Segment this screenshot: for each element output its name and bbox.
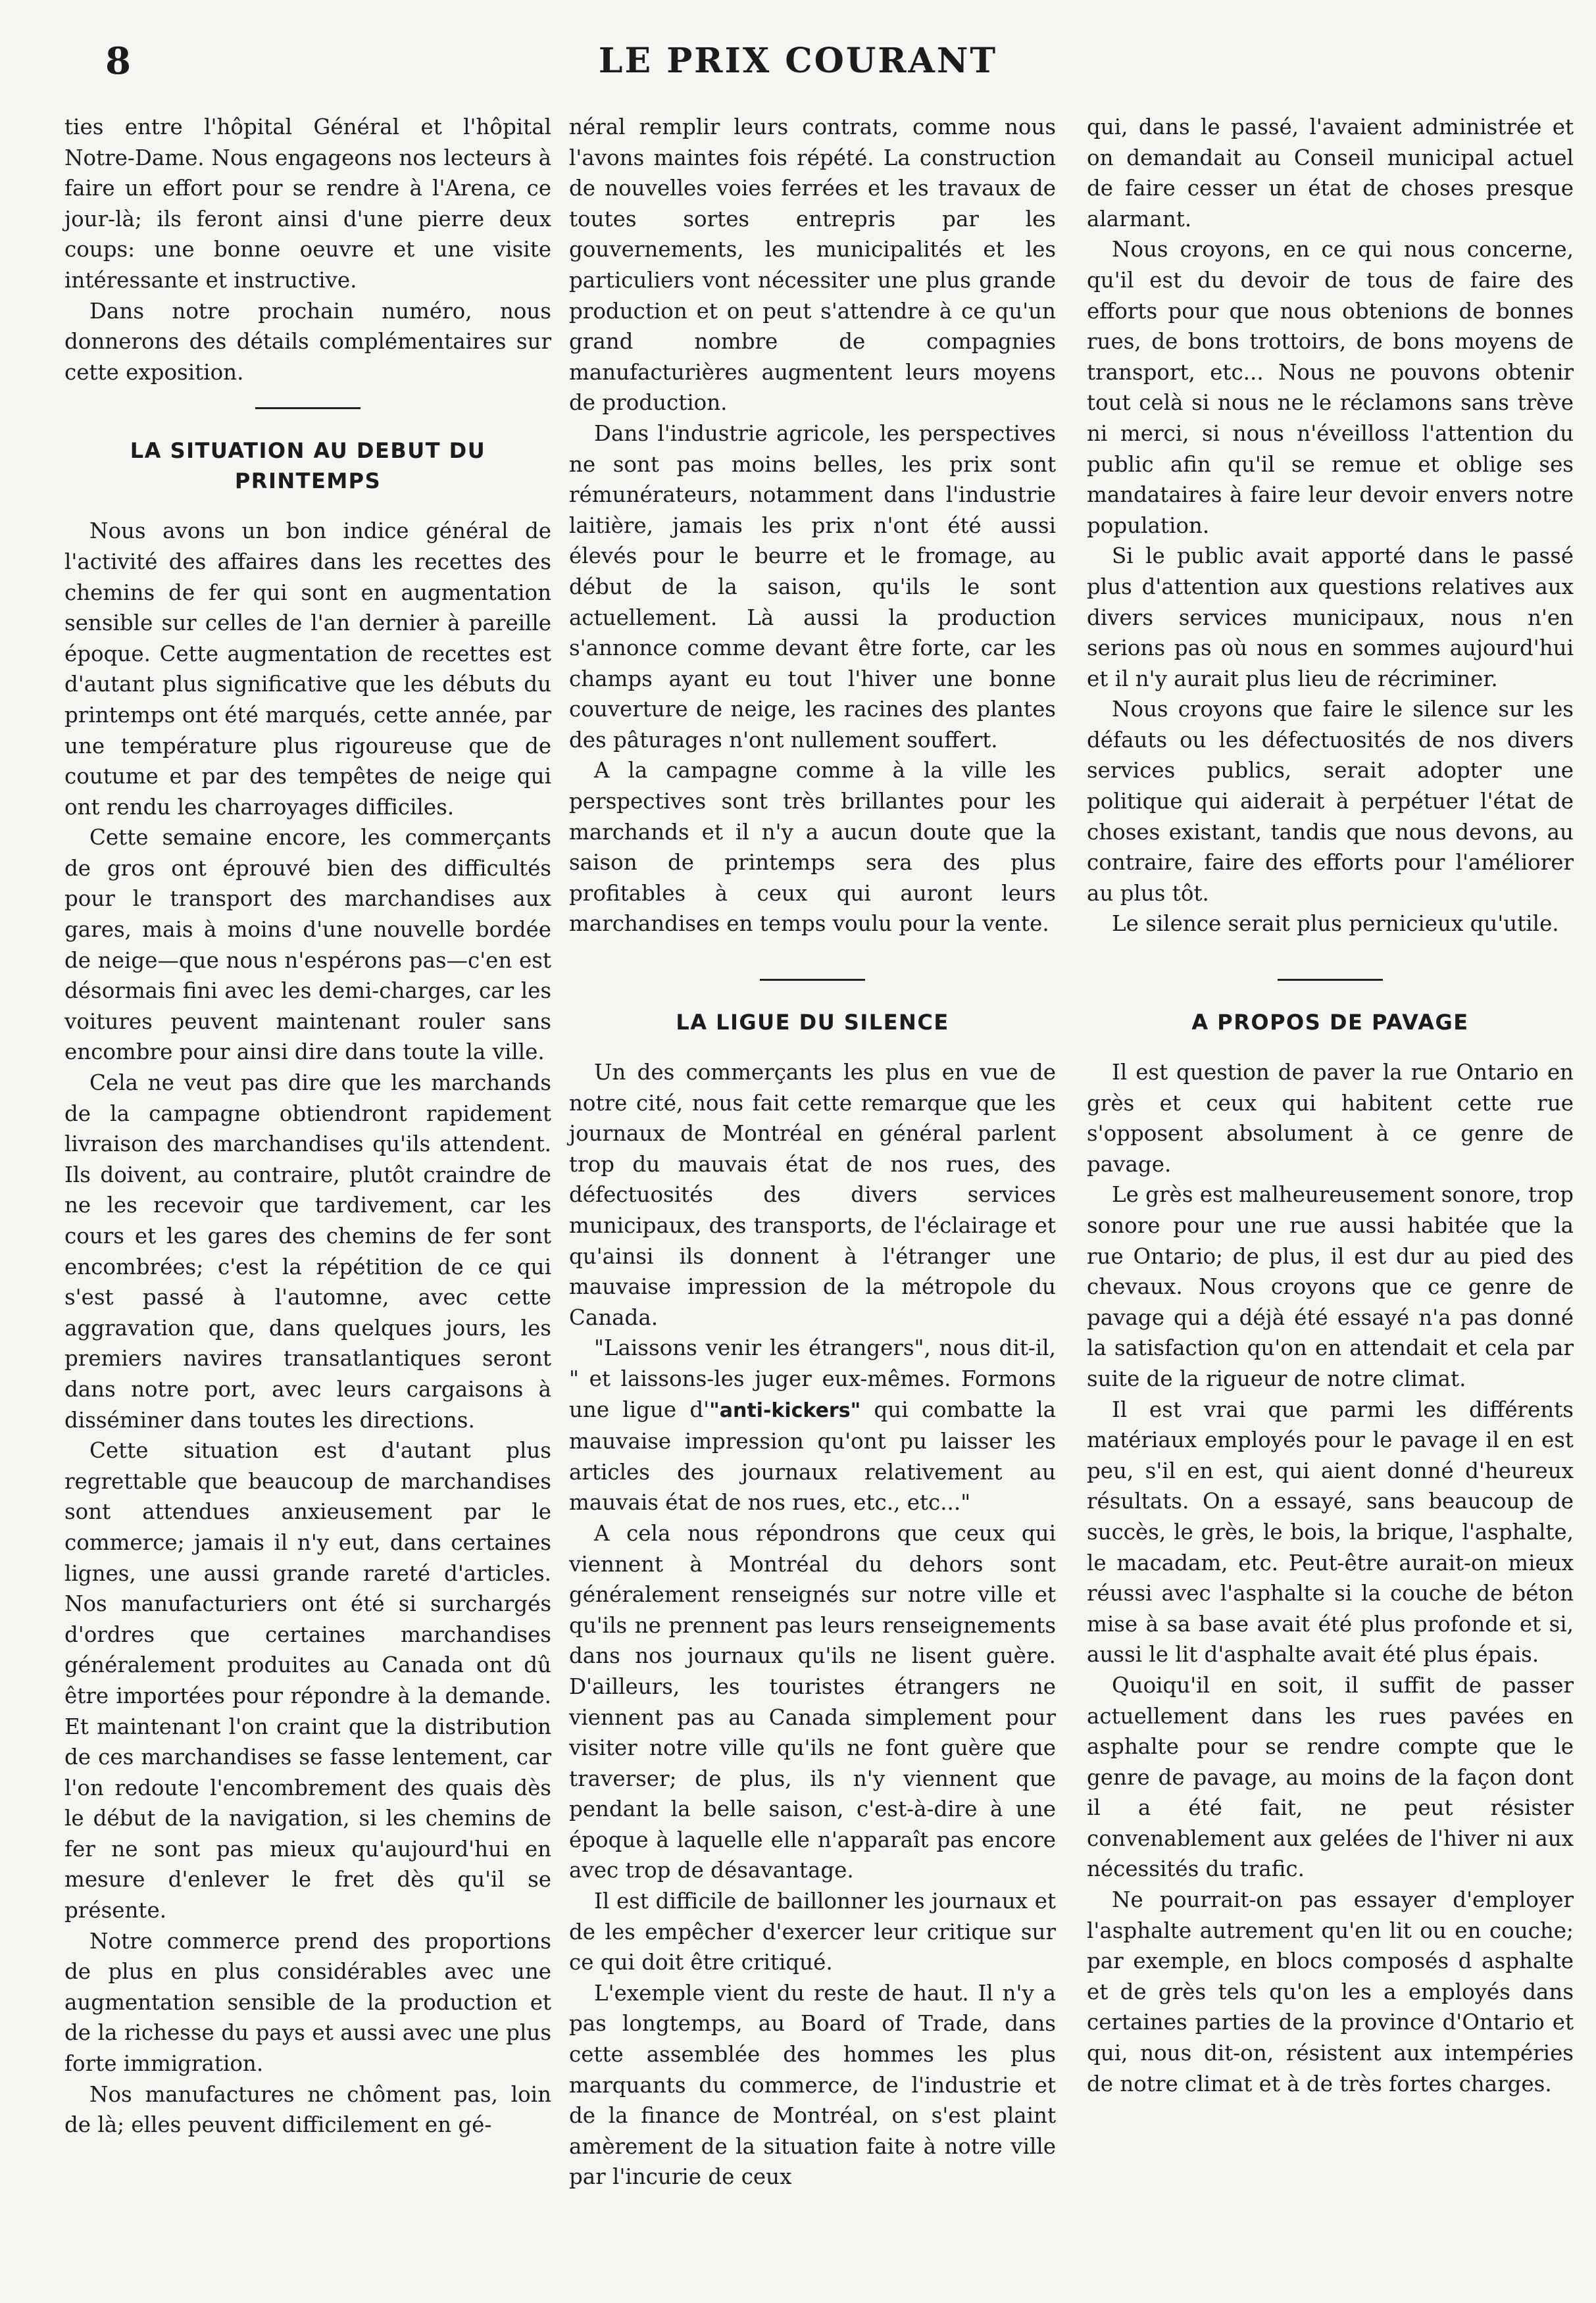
paragraph: Nous croyons que faire le silence sur les défauts ou les défectuosités de nos divers services publics, serait adopter une politique qui aiderait à perpétuer l'état de choses existant, tandis que nous devons, au contraire, faire des efforts pour l'améliorer au plus tôt. (1087, 697, 1574, 906)
paragraph: Cette situation est d'autant plus regrettable que beaucoup de marchandises sont attendues anxieusement par le commerce; jamais il n'y eut, dans certaines lignes, une aussi grande rareté d'articles. Nos manufacturiers ont été si surchargés d'ordres que certaines marchandises généralement produites au Canada ont dû être importées pour répondre à la demande. Et maintenant l'on craint que la distribution de ces marchandises se fasse lentement, car l'on redoute l'encombrement des quais dès le début de la navigation, si les chemins de fer ne sont pas mieux qu'aujourd'hui en mesure d'enlever le fret dès qu'il se présente. (64, 1438, 551, 1923)
paragraph: L'exemple vient du reste de haut. Il n'y a pas longtemps, au Board of Trade, dans cette assemblée des hommes les plus marquants du commerce, de l'industrie et de la finance de Montréal, on s'est plaint amèrement de la situation faite à notre ville par l'incurie de ceux (569, 1980, 1056, 2190)
paragraph: Dans l'industrie agricole, les perspectives ne sont pas moins belles, les prix sont rémunérateurs, notamment dans l'industrie laitière, jamais les prix n'ont été aussi élevés pour le beurre et le fromage, au début de la saison, qu'ils le sont actuellement. Là aussi la production s'annonce comme devant être forte, car les champs ayant eu tout l'hiver une bonne couverture de neige, les racines des plantes des pâturages n'ont nullement souffert. (569, 420, 1056, 753)
separator-rule (760, 979, 865, 981)
text-run: "Laissons venir les étrangers", nous dit-il, " et laissons-les juger eux-mêmes. Formons une ligue d' (569, 1335, 1056, 1422)
paragraph: ties entre l'hôpital Général et l'hôpital Notre-Dame. Nous engageons nos lecteurs à faire un effort pour se rendre à l'Arena, ce jour-là; ils feront ainsi d'une pierre deux coups: une bonne oeuvre et une visite intéressante et instructive. (64, 114, 551, 293)
paragraph (569, 1333, 1056, 1518)
page-number: 8 (105, 39, 131, 83)
paragraph: Il est vrai que parmi les différents matériaux employés pour le pavage il en est peu, s'il en est, qui aient donné d'heureux résultats. On a essayé, sans beaucoup de succès, le grès, le bois, la brique, l'asphalte, le macadam, etc. Peut-être aurait-on mieux réussi avec l'asphalte si la couche de béton mise à sa base avait été plus profonde et si, aussi le lit d'asphalte avait été plus épais. (1087, 1397, 1574, 1668)
paragraph: Le grès est malheureusement sonore, trop sonore pour une rue aussi habitée que la rue Ontario; de plus, il est dur au pied des chevaux. Nous croyons que ce genre de pavage qui a déjà été essayé n'a pas donné la satisfaction qu'on en attendait et cela par suite de la rigueur de notre climat. (1087, 1182, 1574, 1391)
paragraph: Nous croyons, en ce qui nous concerne, qu'il est du devoir de tous de faire des efforts pour que nous obtenions de bonnes rues, de bons trottoirs, de bons moyens de transport, etc... Nous ne pouvons obtenir tout celà si nous ne le réclamons sans trève ni merci, si nous n'éveilloss l'attention du public afin qu'il se remue et oblige ses mandataires à faire leur devoir envers notre population. (1087, 237, 1574, 538)
paragraph: Quoiqu'il en soit, il suffit de passer actuellement dans les rues pavées en asphalte pour se rendre compte que le genre de pavage, au moins de la façon dont il a été fait, ne peut résister convenablement aux gelées de l'hiver ni aux nécessités du trafic. (1087, 1672, 1574, 1882)
paragraph: Nos manufactures ne chôment pas, loin de là; elles peuvent difficilement en gé- (64, 2081, 551, 2138)
paragraph: Notre commerce prend des proportions de plus en plus considérables avec une augmentation sensible de la production et de la richesse du pays et aussi avec une plus forte immigration. (64, 1928, 551, 2077)
column-1 (64, 112, 551, 2141)
paragraph: A cela nous répondrons que ceux qui viennent à Montréal du dehors sont généralement renseignés sur notre ville et qu'ils ne prennent pas leurs renseignements dans nos journaux qu'ils ne lisent guère. D'ailleurs, les touristes étrangers ne viennent pas au Canada simplement pour visiter notre ville qu'ils ne font guère que traverser; de plus, ils n'y viennent que pendant la belle saison, c'est-à-dire à une époque à laquelle elle n'apparaît pas encore avec trop de désavantage. (569, 1520, 1056, 1883)
paragraph: Il est question de paver la rue Ontario en grès et ceux qui habitent cette rue s'opposent absolument à ce genre de pavage. (1087, 1060, 1574, 1177)
text-run: qui combatte la mauvaise impression qu'ont pu laisser les articles des journaux relativement au mauvais état de nos rues, etc., etc..." (569, 1397, 1056, 1516)
section-heading: LA LIGUE DU SILENCE (676, 1010, 949, 1035)
separator-rule (255, 407, 361, 409)
column-3 (1087, 112, 1574, 2099)
paragraph: néral remplir leurs contrats, comme nous l'avons maintes fois répété. La construction de nouvelles voies ferrées et les travaux de toutes sortes entrepris par les gouvernements, les municipalités et les particuliers vont nécessiter une plus grande production et on peut s'attendre à ce qu'un grand nombre de compagnies manufacturières augmentent leurs moyens de production. (569, 114, 1056, 416)
paragraph: A la campagne comme à la ville les perspectives sont très brillantes pour les marchands et il n'y a aucun doute que la saison de printemps sera des plus profitables à ceux qui auront leurs marchandises en temps voulu pour la vente. (569, 758, 1056, 937)
running-title: LE PRIX COURANT (598, 41, 998, 81)
paragraph: Un des commerçants les plus en vue de notre cité, nous fait cette remarque que les journaux de Montréal en général parlent trop du mauvais état de nos rues, des défectuosités des divers services municipaux, des transports, de l'éclairage et qu'ainsi ils donnent à l'étranger une mauvaise impression de la métropole du Canada. (569, 1060, 1056, 1330)
emphasis-text: "anti-kickers" (709, 1399, 861, 1422)
paragraph: Il est difficile de baillonner les journaux et de les empêcher d'exercer leur critique sur ce qui doit être critiqué. (569, 1889, 1056, 1975)
paragraph: Si le public avait apporté dans le passé plus d'attention aux questions relatives aux divers services municipaux, nous n'en serions pas où nous en sommes aujourd'hui et il n'y aurait plus lieu de récriminer. (1087, 543, 1574, 691)
paragraph: qui, dans le passé, l'avaient administrée et on demandait au Conseil municipal actuel de faire cesser un état de choses presque alarmant. (1087, 114, 1574, 232)
paragraph: Cela ne veut pas dire que les marchands de la campagne obtiendront rapidement livraison des marchandises qu'ils attendent. Ils doivent, au contraire, plutôt craindre de ne les recevoir que tardivement, car les cours et les gares des chemins de fer sont encombrées; c'est la répétition de ce qui s'est passé à l'automne, avec cette aggravation que, dans quelques jours, les premiers navires transatlantiques seront dans notre port, avec leurs cargaisons à disséminer dans toutes les directions. (64, 1070, 551, 1433)
paragraph: Cette semaine encore, les commerçants de gros ont éprouvé bien des difficultés pour le transport des marchandises aux gares, mais à moins d'une nouvelle bordée de neige—que nous n'espérons pas—c'en est désormais fini avec les demi-charges, car les voitures peuvent maintenant rouler sans encombre pour ainsi dire dans toute la ville. (64, 825, 551, 1065)
separator-rule (1278, 979, 1383, 981)
section-heading: LA SITUATION AU DEBUT DU PRINTEMPS (130, 438, 486, 494)
paragraph: Nous avons un bon indice général de l'activité des affaires dans les recettes des chemins de fer qui sont en augmentation sensible sur celles de l'an dernier à pareille époque. Cette augmentation de recettes est d'autant plus significative que les débuts du printemps ont été marqués, cette année, par une température plus rigoureuse que de coutume et par des tempêtes de neige qui ont rendu les charroyages difficiles. (64, 518, 551, 820)
section-heading: A PROPOS DE PAVAGE (1191, 1010, 1469, 1035)
column-2 (569, 112, 1056, 2192)
paragraph: Le silence serait plus pernicieux qu'utile. (1112, 911, 1559, 937)
paragraph: Ne pourrait-on pas essayer d'employer l'asphalte autrement qu'en lit ou en couche; par exemple, en blocs composés d asphalte et de grès tels qu'on les a employés dans certaines parties de la province d'Ontario et qui, nous dit-on, résistent aux intempéries de notre climat et à de très fortes charges. (1087, 1887, 1574, 2096)
paragraph: Dans notre prochain numéro, nous donnerons des détails complémentaires sur cette exposition. (64, 298, 551, 385)
